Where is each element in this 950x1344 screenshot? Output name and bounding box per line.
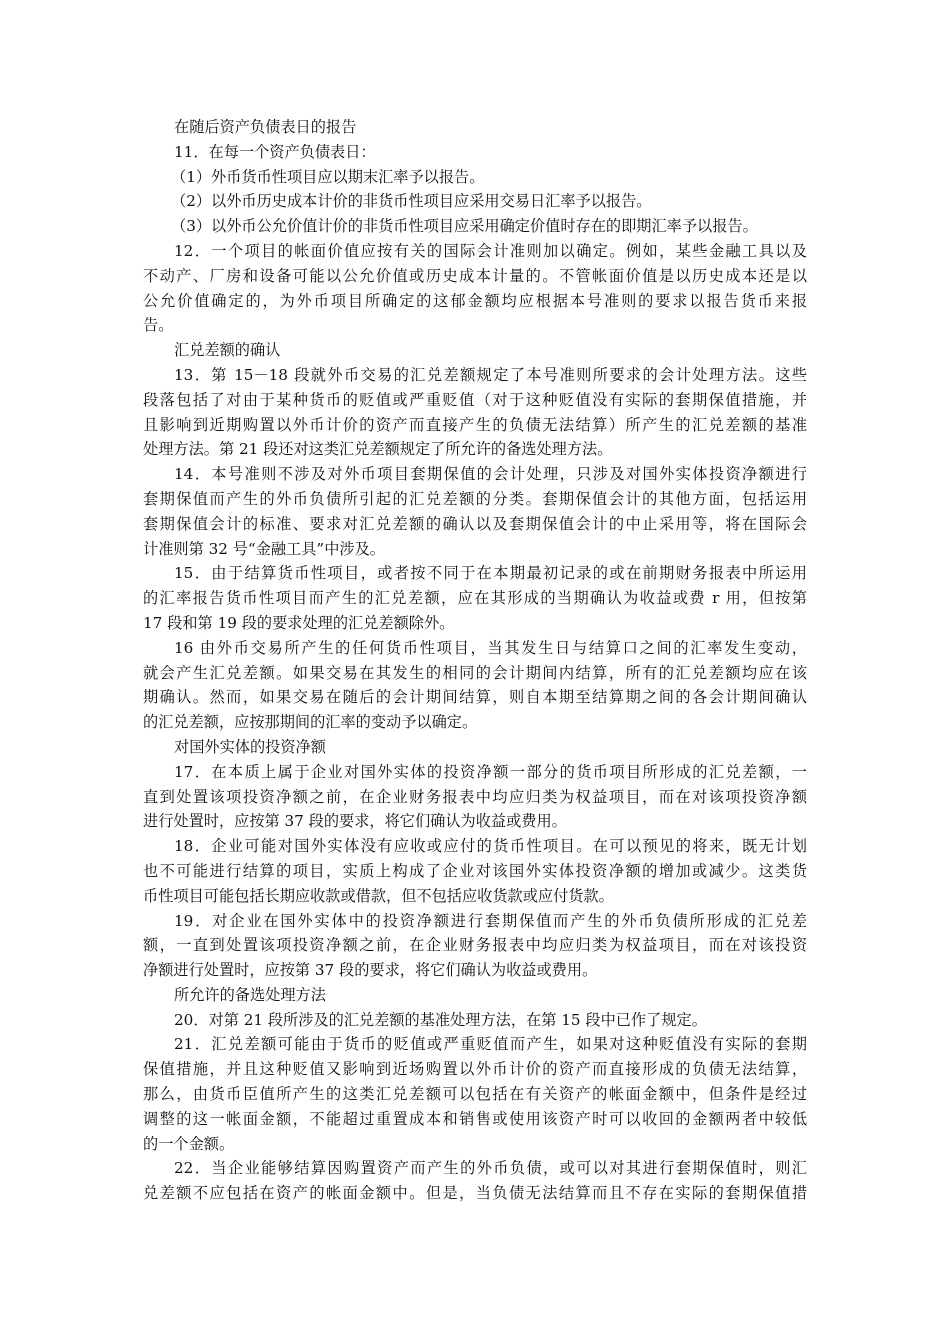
- text-line: 且影响到近期购置以外币计价的资产而直接产生的负债无法结算）所产生的汇兑差额的基准: [143, 415, 807, 434]
- text-line: 的汇率报告货币性项目而产生的汇兑差额，应在其形成的当期确认为收益或费 r 用，但按第: [143, 589, 807, 608]
- text-line: 19．对企业在国外实体中的投资净额进行套期保值而产生的外币负债所形成的汇兑差: [174, 911, 807, 930]
- text-line: 计准则第 32 号“金融工具”中涉及。: [143, 539, 385, 558]
- text-line: 直到处置该项投资净额之前，在企业财务报表中均应归类为权益项目，而在对该项投资净额: [143, 787, 807, 806]
- text-line: 的一个金额。: [143, 1134, 235, 1153]
- text-line: 不动产、厂房和设备可能以公允价值或历史成本计量的。不管帐面价值是以历史成本还是以: [143, 266, 807, 285]
- text-line: 处理方法。第 21 段还对这类汇兑差额规定了所允许的备选处理方法。: [143, 440, 613, 459]
- text-line: 币性项目可能包括长期应收款或借款，但不包括应收货款或应付货款。: [143, 886, 614, 905]
- text-line: 套期保值而产生的外币负债所引起的汇兑差额的分类。套期保值会计的其他方面，包括运用: [143, 489, 807, 508]
- text-line: 调整的这一帐面金额，不能超过重置成本和销售或使用该资产时可以收回的金额两者中较低: [143, 1109, 807, 1128]
- text-line: 额，一直到处置该项投资净额之前，在企业财务报表中均应归类为权益项目，而在对该投资: [143, 936, 807, 955]
- text-line: 对国外实体的投资净额: [174, 737, 326, 756]
- text-block: [143, 115, 807, 1206]
- text-line: 套期保值会计的标准、要求对汇兑差额的确认以及套期保值会计的中止采用等，将在国际会: [143, 514, 807, 533]
- document-body: [143, 115, 807, 1206]
- text-line: 17 段和第 19 段的要求处理的汇兑差额除外。: [143, 613, 455, 632]
- text-line: 净额进行处置时，应按第 37 段的要求，将它们确认为收益或费用。: [143, 961, 598, 980]
- text-line: 14．本号准则不涉及对外币项目套期保值的会计处理，只涉及对国外实体投资净额进行: [174, 465, 807, 484]
- text-line: 兑差额不应包括在资产的帐面金额中。但是，当负债无法结算而且不存在实际的套期保值措: [143, 1184, 807, 1203]
- text-line: 告。: [143, 316, 174, 335]
- text-line: 15．由于结算货币性项目，或者按不同于在本期最初记录的或在前期财务报表中所运用: [174, 564, 807, 583]
- text-line: 12．一个项目的帐面价值应按有关的国际会计准则加以确定。例如，某些金融工具以及: [174, 241, 807, 260]
- text-line: 11．在每一个资产负债表日：: [174, 142, 376, 161]
- text-line: 汇兑差额的确认: [174, 341, 281, 360]
- text-line: 21．汇兑差额可能由于货币的贬值或严重贬值而产生，如果对这种贬值没有实际的套期: [174, 1035, 807, 1054]
- text-line: 段落包括了对由于某种货币的贬值或严重贬值（对于这种贬值没有实际的套期保值措施，并: [143, 390, 807, 409]
- text-line: 保值措施，并且这种贬值又影响到近场购置以外币计价的资产而直接形成的负债无法结算，: [143, 1060, 807, 1079]
- text-line: 18．企业可能对国外实体没有应收或应付的货币性项目。在可以预见的将来，既无计划: [174, 837, 807, 856]
- text-line: （1）外币货币性项目应以期末汇率予以报告。: [171, 167, 485, 186]
- text-line: 进行处置时，应按第 37 段的要求，将它们确认为收益或费用。: [143, 812, 567, 831]
- text-line: （2）以外币历史成本计价的非货币性项目应采用交易日汇率予以报告。: [171, 192, 652, 211]
- text-line: 公允价值确定的，为外币项目所确定的这郁金额均应根据本号准则的要求以报告货币来报: [143, 291, 807, 310]
- text-line: 22．当企业能够结算因购置资产而产生的外币负债，或可以对其进行套期保值时，则汇: [174, 1159, 807, 1178]
- text-line: 期确认。然而，如果交易在随后的会计期间结算，则自本期至结算期之间的各会计期间确认: [143, 688, 807, 707]
- text-line: 13．第 15－18 段就外币交易的汇兑差额规定了本号准则所要求的会计处理方法。这些: [174, 365, 807, 384]
- text-line: 20．对第 21 段所涉及的汇兑差额的基准处理方法，在第 15 段中已作了规定。: [174, 1010, 707, 1029]
- text-line: （3）以外币公允价值计价的非货币性项目应采用确定价值时存在的即期汇率予以报告。: [171, 217, 758, 236]
- text-line: 17．在本质上属于企业对国外实体的投资净额一部分的货币项目所形成的汇兑差额，一: [174, 762, 807, 781]
- text-line: 的汇兑差额，应按那期间的汇率的变动予以确定。: [143, 713, 478, 732]
- text-line: 16 由外币交易所产生的任何货币性项目，当其发生日与结算口之间的汇率发生变动，: [174, 638, 807, 657]
- text-line: 就会产生汇兑差额。如果交易在其发生的相同的会计期间内结算，所有的汇兑差额均应在该: [143, 663, 807, 682]
- text-line: 在随后资产负债表日的报告: [174, 118, 357, 136]
- text-line: 所允许的备选处理方法: [174, 985, 326, 1004]
- text-line: 也不可能进行结算的项目，实质上构成了企业对该国外实体投资净额的增加或减少。这类货: [143, 861, 807, 880]
- text-line: 那么，由货币臣值所产生的这类汇兑差额可以包括在有关资产的帐面金额中，但条件是经过: [143, 1085, 807, 1104]
